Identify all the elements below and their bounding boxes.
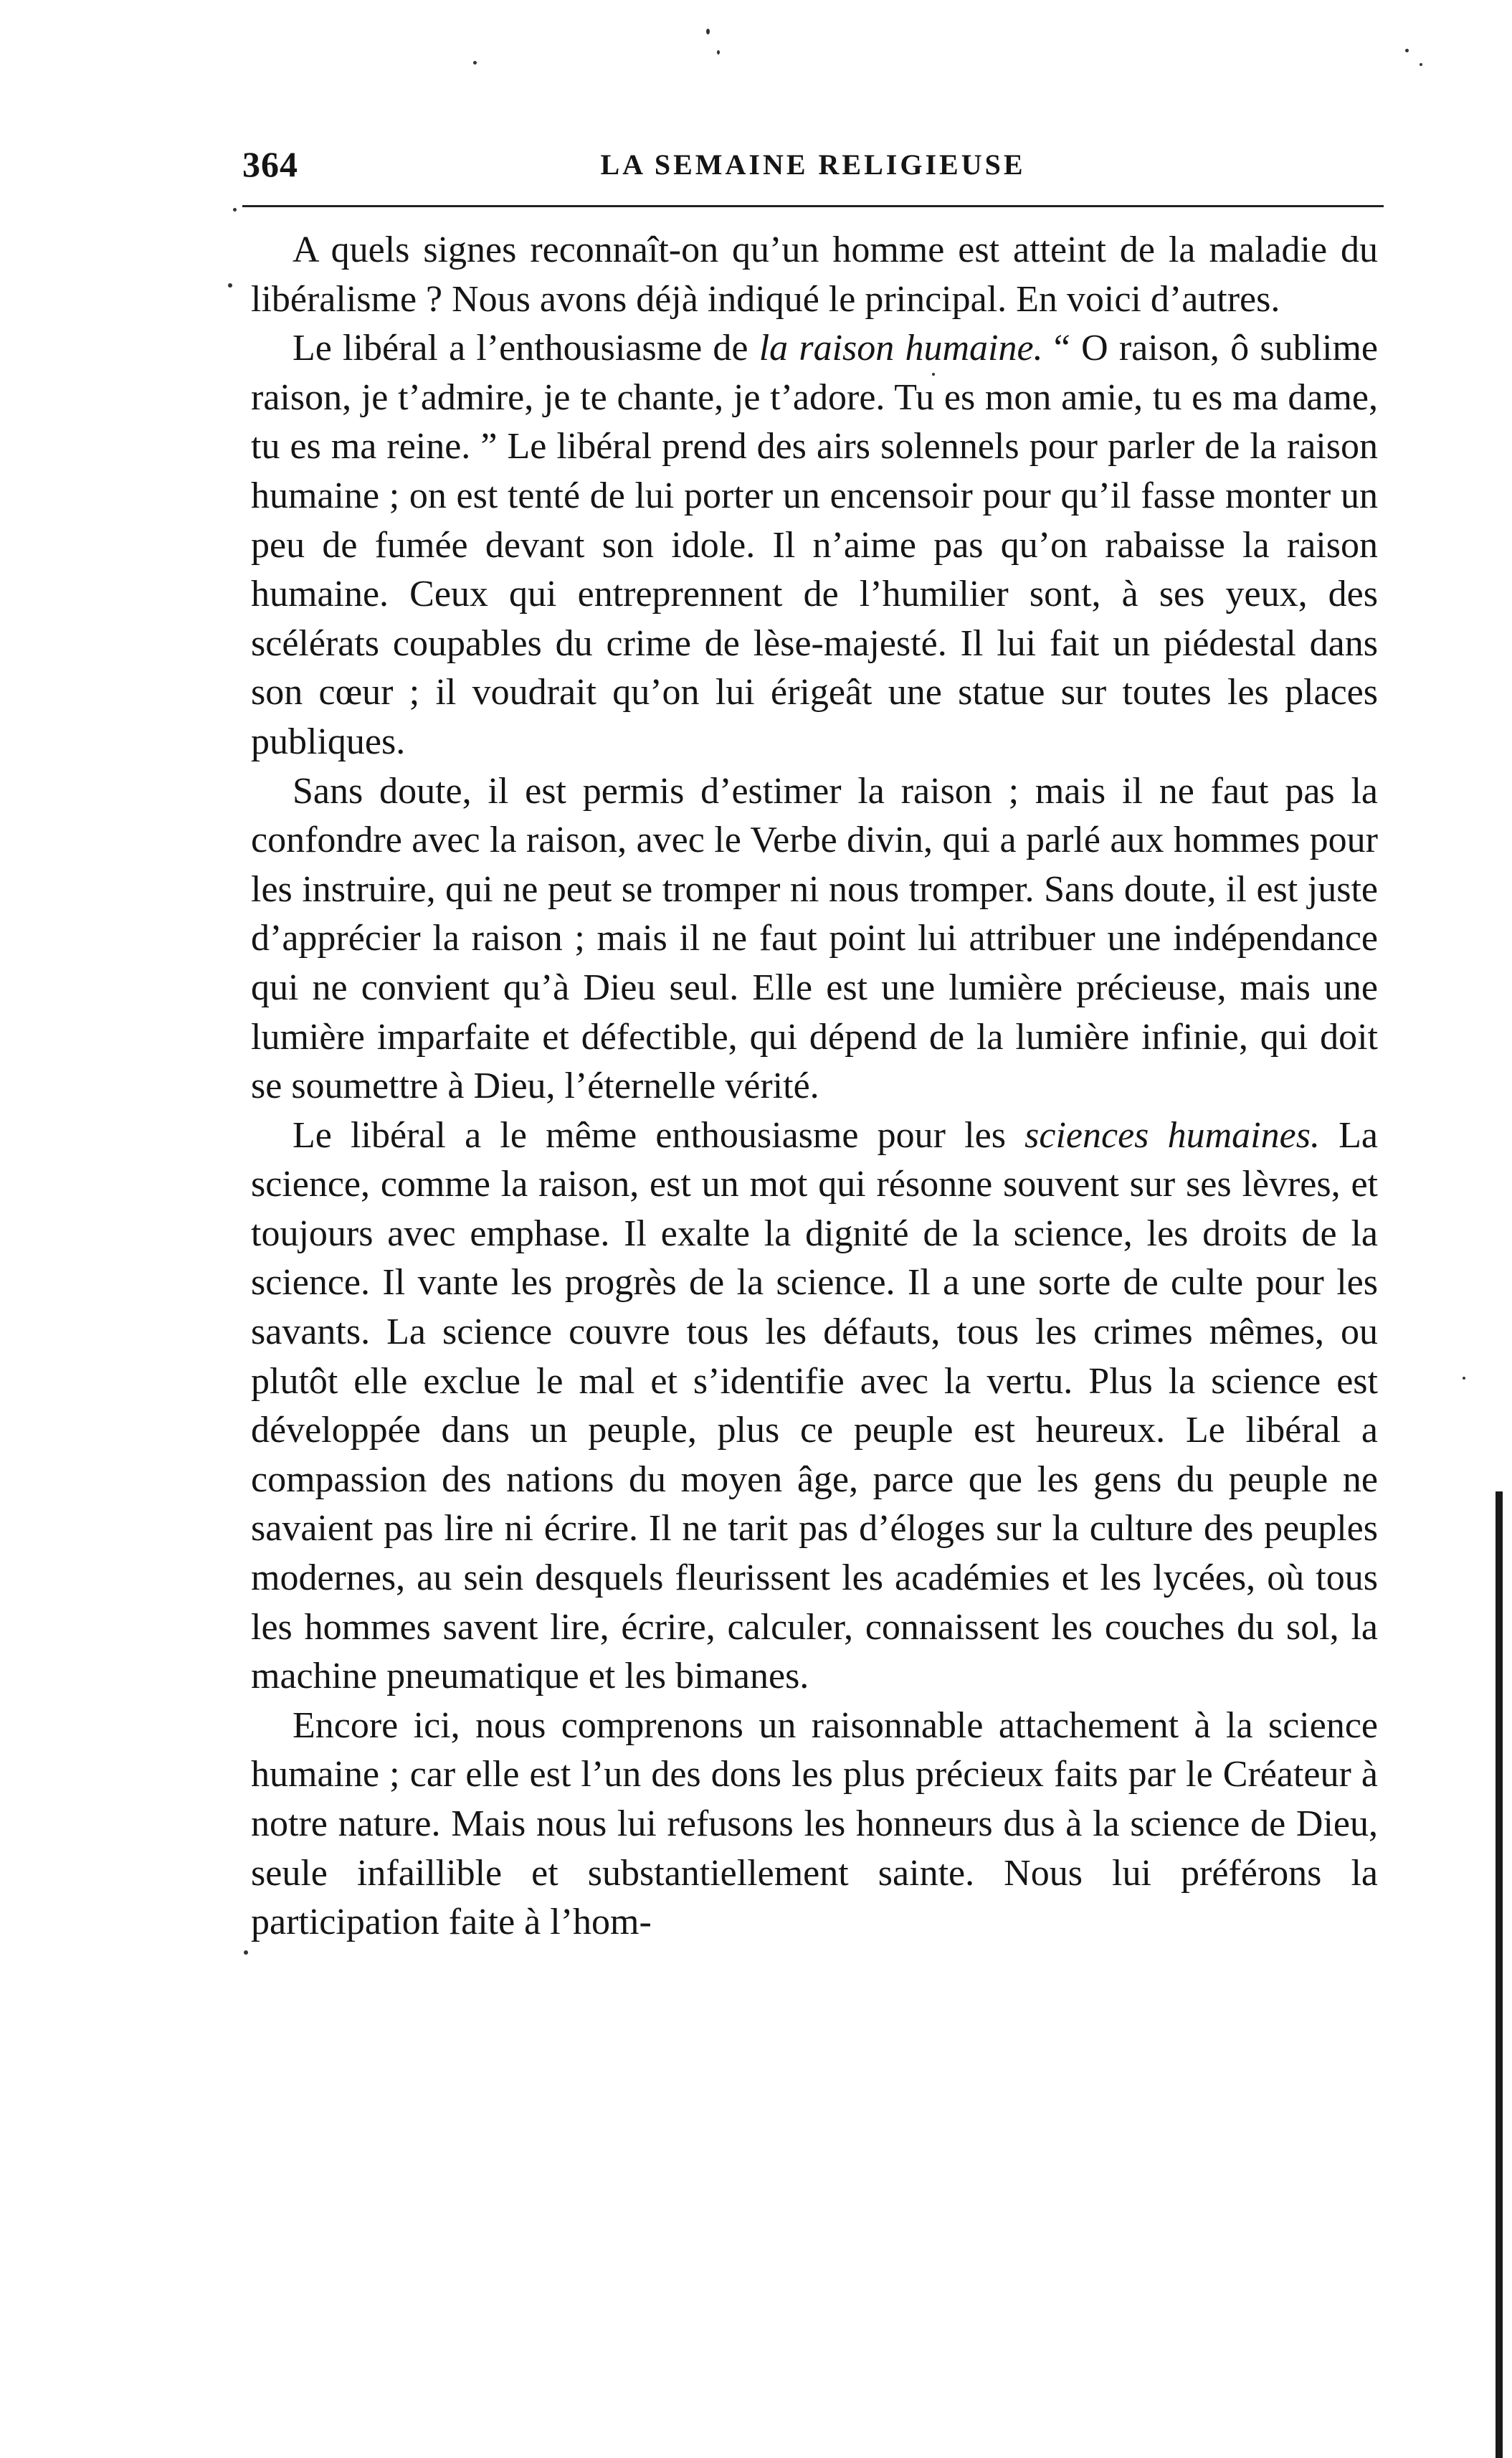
scan-edge-shadow <box>1496 1491 1503 2458</box>
paragraph <box>251 324 1378 767</box>
paragraph <box>251 226 1378 324</box>
text-run: Sans doute, il est permis d’estimer la raison ; mais il ne faut pas la confondre avec la raison, avec le Verbe divin, qui a parlé aux hommes pour les instruire, qui ne peut se tromper ni nous tromper. Sans doute, il est juste d’apprécier la raison ; mais il ne faut point lui attribuer une indépendance qui ne convient qu’à Dieu seul. Elle est une lumière précieuse, mais une lumière imparfaite et défectible, qui dépend de la lumière infinie, qui doit se soumettre à Dieu, l’éternelle vérité. <box>251 770 1378 1107</box>
running-title: LA SEMAINE RELIGIEUSE <box>600 148 1026 181</box>
paragraph <box>251 767 1378 1111</box>
page-header <box>242 143 1384 194</box>
text-run: Le libéral a l’enthousiasme de <box>293 328 759 369</box>
text-run: A quels signes reconnaît-on qu’un homme est atteint de la maladie du libéralisme ? Nous avons déjà indiqué le principal. En voici d’autres. <box>251 229 1378 320</box>
body-text <box>251 226 1378 1947</box>
italic-phrase: sciences humaines. <box>1024 1114 1320 1156</box>
header-rule <box>242 205 1384 207</box>
text-run: Encore ici, nous comprenons un raisonnable attachement à la science humaine ; car elle est l’un des dons les plus précieux faits par le Créateur à notre nature. Mais nous lui refusons les honneurs dus à la science de Dieu, seule infaillible et substantiellement sainte. Nous lui préférons la participation faite à l’hom- <box>251 1704 1378 1943</box>
text-run: “ O raison, ô sublime raison, je t’admire, je te chante, je t’adore. Tu es mon amie, tu es ma dame, tu es ma reine. ” Le libéral prend des airs solennels pour parler de la raison humaine ; on est tenté de lui porter un encensoir pour qu’il fasse monter un peu de fumée devant son idole. Il n’aime pas qu’on rabaisse la raison humaine. Ceux qui entreprennent de l’humilier sont, à ses yeux, des scélérats coupables du crime de lèse-majesté. Il lui fait un piédestal dans son cœur ; il voudrait qu’on lui érigeât une statue sur toutes les places publiques. <box>251 328 1379 762</box>
italic-phrase: la raison humaine. <box>759 328 1043 369</box>
paragraph <box>251 1111 1378 1702</box>
text-run: Le libéral a le même enthousiasme pour les <box>293 1114 1025 1156</box>
page-number: 364 <box>242 144 298 184</box>
text-run: La science, comme la raison, est un mot qui résonne souvent sur ses lèvres, et toujours avec emphase. Il exalte la dignité de la science, les droits de la science. Il vante les progrès de la science. Il a une sorte de culte pour les savants. La science couvre tous les défauts, tous les crimes mêmes, ou plutôt elle exclue le mal et s’identifie avec la vertu. Plus la science est développée dans un peuple, plus ce peuple est heureux. Le libéral a compassion des nations du moyen âge, parce que les gens du peuple ne savaient pas lire ni écrire. Il ne tarit pas d’éloges sur la culture des peuples modernes, au sein desquels fleurissent les académies et les lycées, où tous les hommes savent lire, écrire, calculer, connaissent les couches du sol, la machine pneumatique et les bimanes. <box>251 1114 1379 1697</box>
paragraph <box>251 1702 1378 1947</box>
